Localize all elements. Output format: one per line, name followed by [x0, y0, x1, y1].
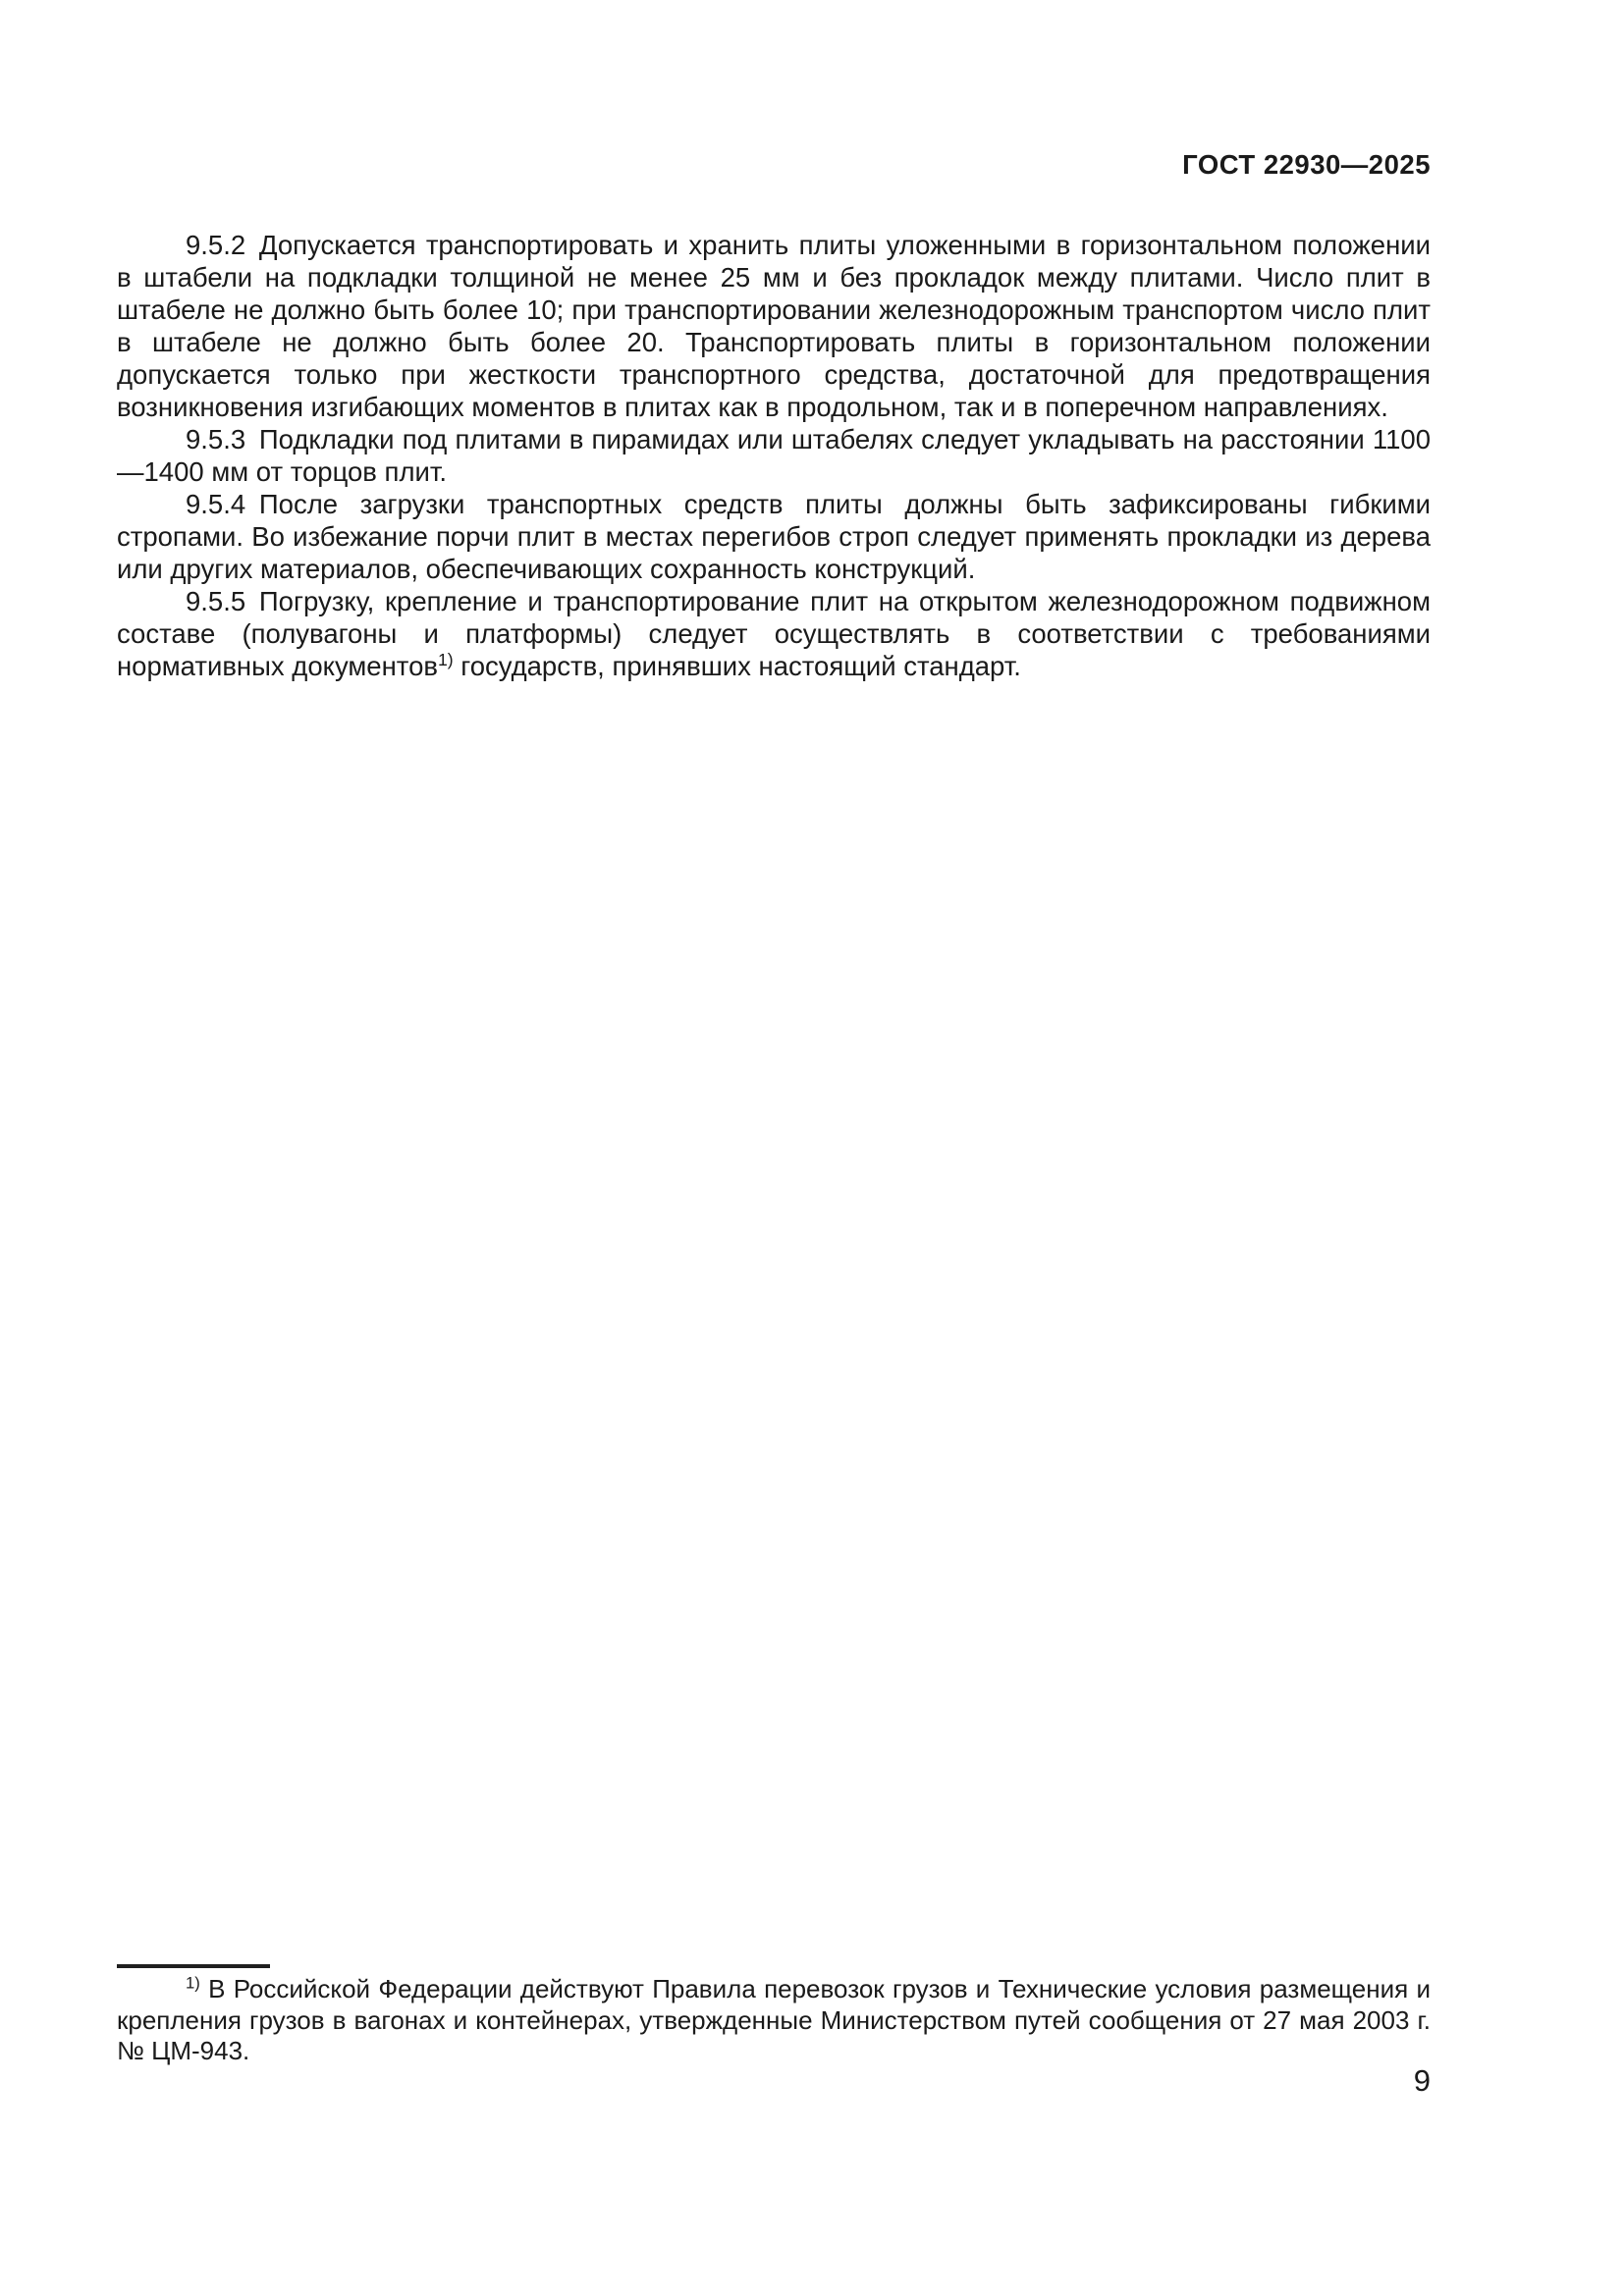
footnote-section — [117, 1964, 1431, 2067]
footnote-reference-marker: 1) — [437, 649, 454, 669]
footnote-body-text: В Российской Федерации действуют Правила перевозок грузов и Технические условия размещения и крепления грузов в вагонах и контейнерах, утвержденные Министерством путей сообщения от 27 мая 2003 г. № ЦМ-943. — [117, 1974, 1431, 2065]
document-body — [117, 229, 1431, 682]
page-number: 9 — [1413, 2063, 1431, 2098]
footnote-rule — [117, 1964, 270, 1968]
clause-9-5-3: 9.5.3 Подкладки под плитами в пирамидах или штабелях следует укладывать на расстоянии 1100—1400 мм от торцов плит. — [117, 424, 1431, 487]
footnote-marker: 1) — [186, 1973, 200, 1993]
clause-9-5-5-text: 9.5.5 Погрузку, крепление и транспортирование плит на открытом железнодорожном подвижном составе (полувагоны и платформы) следует осуществлять в соответствии с требованиями нормативных документов — [117, 586, 1431, 681]
footnote — [117, 1974, 1431, 2067]
clause-9-5-5 — [117, 585, 1431, 682]
clause-9-5-5-text-continued: государств, принявших настоящий стандарт. — [453, 651, 1021, 681]
doc-number-header: ГОСТ 22930—2025 — [1182, 149, 1431, 180]
clause-9-5-2: 9.5.2 Допускается транспортировать и хранить плиты уложенными в горизонтальном положении в штабели на подкладки толщиной не менее 25 мм и без прокладок между плитами. Число плит в штабеле не должно быть более 10; при транспортировании железнодорожным транспортом число плит в штабеле не должно быть более 20. Транспортировать плиты в горизонтальном положении допускается только при жесткости транспортного средства, достаточной для предотвращения возникновения изгибающих моментов в плитах как в продольном, так и в поперечном направлениях. — [117, 230, 1431, 422]
clause-9-5-4: 9.5.4 После загрузки транспортных средств плиты должны быть зафиксированы гибкими стропами. Во избежание порчи плит в местах перегибов строп следует применять прокладки из дерева или других материалов, обеспечивающих сохранность конструкций. — [117, 489, 1431, 584]
